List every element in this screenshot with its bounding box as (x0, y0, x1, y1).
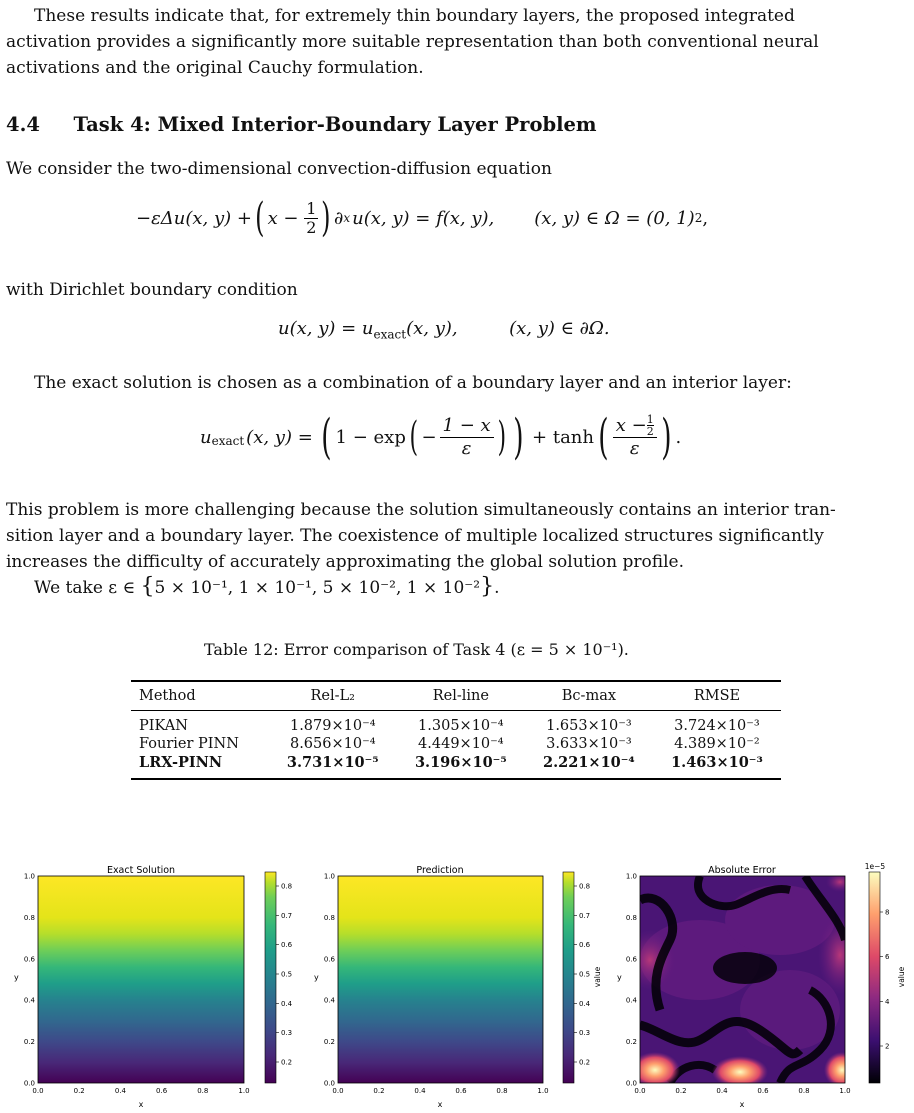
colorbar-label: value (897, 966, 906, 988)
x-tick-label: 0.6 (156, 1087, 168, 1095)
error-heatmap (625, 872, 862, 1088)
colorbar-tick-label: 8 (885, 908, 890, 917)
cell-rel-line: 1.305×10⁻⁴ (418, 718, 504, 734)
y-tick-label: 1.0 (625, 872, 637, 881)
cell-bc-max: 1.653×10⁻³ (546, 718, 632, 734)
colorbar-tick-label: 0.8 (579, 882, 591, 891)
x-tick-label: 0.0 (332, 1087, 344, 1095)
colorbar-ticks (276, 883, 293, 1067)
panel-title: Prediction (416, 865, 464, 876)
colorbar-tick-label: 0.6 (579, 941, 591, 950)
table-caption: Table 12: Error comparison of Task 4 (ε = 5 × 10⁻¹). (204, 640, 629, 659)
colorbar-tick-label: 0.2 (281, 1058, 293, 1067)
exact-den-2: ε (629, 438, 640, 459)
x-axis-label: x (437, 1100, 443, 1109)
colorbar-tick-label: 0.8 (281, 882, 293, 891)
table-row (131, 735, 781, 753)
exact-sub: exact (211, 434, 245, 448)
intro-line-1: These results indicate that, for extremely thin boundary layers, the proposed integrated (34, 6, 795, 26)
colorbar-tick-label: 0.5 (281, 970, 293, 979)
section-title: Task 4: Mixed Interior-Boundary Layer Problem (73, 113, 597, 136)
header-method: Method (139, 688, 196, 704)
x-tick-label: 0.0 (32, 1087, 44, 1095)
big-paren-right: ) (513, 409, 524, 465)
paren-right: ) (321, 195, 331, 241)
x-tick-label: 0.8 (496, 1087, 508, 1095)
colorbar-tick-label: 0.3 (281, 1029, 293, 1038)
paren-right-2: ) (497, 414, 506, 460)
y-axis-label: y (14, 973, 19, 982)
bc-lhs: u(x, y) = u (278, 318, 374, 339)
cell-bc-max: 3.633×10⁻³ (546, 736, 632, 752)
x-tick-label: 0.6 (455, 1087, 467, 1095)
colorbar-exponent: 1e−5 (864, 862, 886, 871)
cell-rel-l2: 1.879×10⁻⁴ (289, 718, 376, 734)
colorbar-label: value (593, 966, 602, 988)
cell-rel-line: 3.196×10⁻⁵ (414, 754, 507, 771)
exact-equation: u $_{exact}$ (x, y) = ( 1 − exp ( − $\frac{1 - x}{\varepsilon}$ ) ) + tanh ( x − $\frac{1}{2}$ ε ) . (200, 409, 682, 465)
exact-num-1: 1 − x (440, 415, 494, 438)
cell-rmse: 4.389×10⁻² (674, 736, 760, 752)
panel-title: Absolute Error (708, 865, 776, 876)
consider-text: We consider the two-dimensional convection-diffusion equation (6, 159, 552, 179)
colorbar-tick-label: 2 (885, 1042, 890, 1051)
intro-line-2: activation provides a significantly more suitable representation than both conventional neural (6, 32, 819, 52)
cell-rmse: 1.463×10⁻³ (671, 754, 763, 771)
x-axis-label: x (138, 1100, 144, 1109)
x-tick-label: 0.4 (414, 1087, 426, 1095)
heatmap-area (38, 876, 244, 1083)
y-tick-label: 0.2 (625, 1038, 637, 1047)
colorbar-ticks (574, 883, 591, 1067)
tanh-paren-left: ( (598, 409, 609, 465)
exact-frac-2 (613, 414, 657, 460)
half-den: 2 (646, 425, 654, 438)
x-axis-label: x (739, 1100, 745, 1109)
y-tick-label: 0.0 (23, 1079, 35, 1088)
exact-num-2: x − (615, 414, 647, 436)
y-tick-label: 0.2 (323, 1038, 335, 1047)
x-tick-label: 1.0 (238, 1087, 250, 1095)
panel-prediction (314, 865, 602, 1109)
cell-method: Fourier PINN (139, 736, 239, 752)
table-row (131, 711, 781, 736)
bc-sub: exact (373, 327, 407, 342)
y-tick-label: 0.0 (323, 1079, 335, 1088)
table-row (131, 753, 781, 779)
y-tick-label: 1.0 (323, 872, 335, 881)
y-tick-label: 0.4 (625, 996, 637, 1005)
eps-values: 5 × 10⁻¹, 1 × 10⁻¹, 5 × 10⁻², 1 × 10⁻² (154, 578, 481, 598)
pde-rhs: u(x, y) = f(x, y), (352, 207, 495, 229)
cell-rel-line: 4.449×10⁻⁴ (418, 736, 504, 752)
pde-lhs-a: −εΔu(x, y) + (136, 207, 252, 229)
challenge-line-2: sition layer and a boundary layer. The coexistence of multiple localized structures significantly (6, 526, 824, 546)
intro-line-3: activations and the original Cauchy formulation. (6, 58, 424, 78)
colorbar-tick-label: 0.7 (579, 911, 591, 920)
colorbar (563, 872, 574, 1083)
y-tick-label: 1.0 (23, 872, 35, 881)
colorbar-tick-label: 0.4 (281, 999, 293, 1008)
heatmap-area (338, 876, 543, 1083)
y-tick-label: 0.6 (23, 955, 35, 964)
x-tick-label: 0.4 (716, 1087, 728, 1095)
y-axis-label: y (314, 973, 319, 982)
header-rmse: RMSE (693, 688, 741, 704)
pde-equation (136, 193, 708, 243)
x-tick-label: 0.8 (197, 1087, 209, 1095)
table-header-row (131, 681, 781, 711)
half-num: 1 (646, 413, 654, 426)
x-tick-label: 0.2 (675, 1087, 687, 1095)
plus-tanh: + tanh (532, 426, 594, 448)
x-tick-label: 0.6 (757, 1087, 769, 1095)
section-heading (6, 113, 597, 136)
pde-domain: (x, y) ∈ Ω = (0, 1) (534, 207, 695, 229)
challenge-line-1: This problem is more challenging because the solution simultaneously contains an interior tran- (6, 500, 836, 520)
cell-rel-l2: 3.731×10⁻⁵ (286, 754, 379, 771)
colorbar-tick-label: 6 (885, 953, 890, 962)
half-frac (647, 414, 654, 437)
x-tick-label: 0.2 (73, 1087, 85, 1095)
exact-den-1: ε (461, 437, 472, 459)
x-tick-label: 0.0 (634, 1087, 646, 1095)
tanh-paren-right: ) (660, 409, 672, 465)
dirichlet-text: with Dirichlet boundary condition (6, 280, 298, 300)
y-tick-label: 0.6 (625, 955, 637, 964)
colorbar-tick-label: 0.6 (281, 941, 293, 950)
pde-partial: ∂ (334, 207, 344, 229)
x-tick-label: 0.2 (373, 1087, 385, 1095)
y-axis-label: y (617, 973, 622, 982)
exact-end: . (675, 426, 682, 448)
header-rel-line: Rel-line (432, 688, 489, 704)
bc-rhs: (x, y), (406, 318, 458, 339)
y-tick-label: 0.6 (323, 955, 335, 964)
exact-args: (x, y) = (246, 426, 313, 448)
x-tick-label: 0.8 (798, 1087, 810, 1095)
colorbar-tick-label: 4 (885, 997, 890, 1006)
colorbar-ticks (880, 909, 890, 1051)
big-paren-left: ( (321, 409, 332, 465)
exact-num-2-wrap (613, 414, 657, 438)
bc-equation (278, 318, 610, 342)
challenge-line-3: increases the difficulty of accurately approximating the global solution profile. (6, 552, 685, 572)
y-tick-label: 0.4 (323, 996, 335, 1005)
panel-title: Exact Solution (106, 865, 176, 876)
paren-left-2: ( (409, 414, 418, 460)
pde-frac-num: 1 (306, 198, 317, 218)
x-tick-label: 1.0 (537, 1087, 549, 1095)
colorbar-tick-label: 0.7 (281, 911, 293, 920)
pde-partial-sub: x (343, 211, 351, 225)
y-tick-label: 0.8 (323, 913, 335, 922)
cell-method: PIKAN (139, 718, 188, 734)
panel-exact (14, 865, 293, 1109)
header-bc-max: Bc-max (561, 688, 617, 704)
eps-prefix: We take ε ∈ (34, 578, 141, 598)
cell-bc-max: 2.221×10⁻⁴ (543, 754, 635, 771)
section-number: 4.4 (6, 113, 40, 136)
header-rel-l2: Rel-L₂ (310, 688, 355, 704)
colorbar-tick-label: 0.4 (579, 999, 591, 1008)
colorbar-tick-label: 0.5 (579, 970, 591, 979)
cell-rmse: 3.724×10⁻³ (674, 718, 760, 734)
colorbar (265, 872, 276, 1083)
x-tick-label: 1.0 (839, 1087, 851, 1095)
colorbar-tick-label: 0.2 (579, 1058, 591, 1067)
panel-absolute-error (617, 862, 906, 1109)
pde-frac-den: 2 (306, 217, 317, 237)
y-tick-label: 0.8 (625, 913, 637, 922)
eps-line: We take ε ∈ {5 × 10⁻¹, 1 × 10⁻¹, 5 × 10⁻², 1 × 10⁻²}. (34, 574, 500, 599)
solution-figure (0, 860, 914, 1113)
y-tick-label: 0.0 (625, 1079, 637, 1088)
y-tick-label: 0.2 (23, 1038, 35, 1047)
cell-method: LRX-PINN (139, 754, 223, 771)
results-table (131, 680, 781, 780)
exact-intro: The exact solution is chosen as a combination of a boundary layer and an interior layer: (34, 373, 792, 393)
pde-domain-end: , (702, 207, 709, 229)
x-tick-label: 0.4 (114, 1087, 126, 1095)
y-tick-label: 0.8 (23, 913, 35, 922)
y-tick-label: 0.4 (23, 996, 35, 1005)
pde-x-minus: x − (267, 207, 305, 229)
colorbar (869, 872, 880, 1083)
exact-lhs: u (200, 426, 212, 448)
pde-domain-sup: 2 (694, 211, 703, 225)
colorbar-tick-label: 0.3 (579, 1029, 591, 1038)
one-minus-exp: 1 − exp (335, 426, 406, 448)
eps-suffix: . (494, 578, 500, 598)
pde-frac (304, 200, 318, 237)
cell-rel-l2: 8.656×10⁻⁴ (289, 736, 376, 752)
exact-frac-1 (440, 415, 494, 460)
paren-left: ( (255, 195, 265, 241)
bc-domain: (x, y) ∈ ∂Ω. (509, 318, 610, 339)
